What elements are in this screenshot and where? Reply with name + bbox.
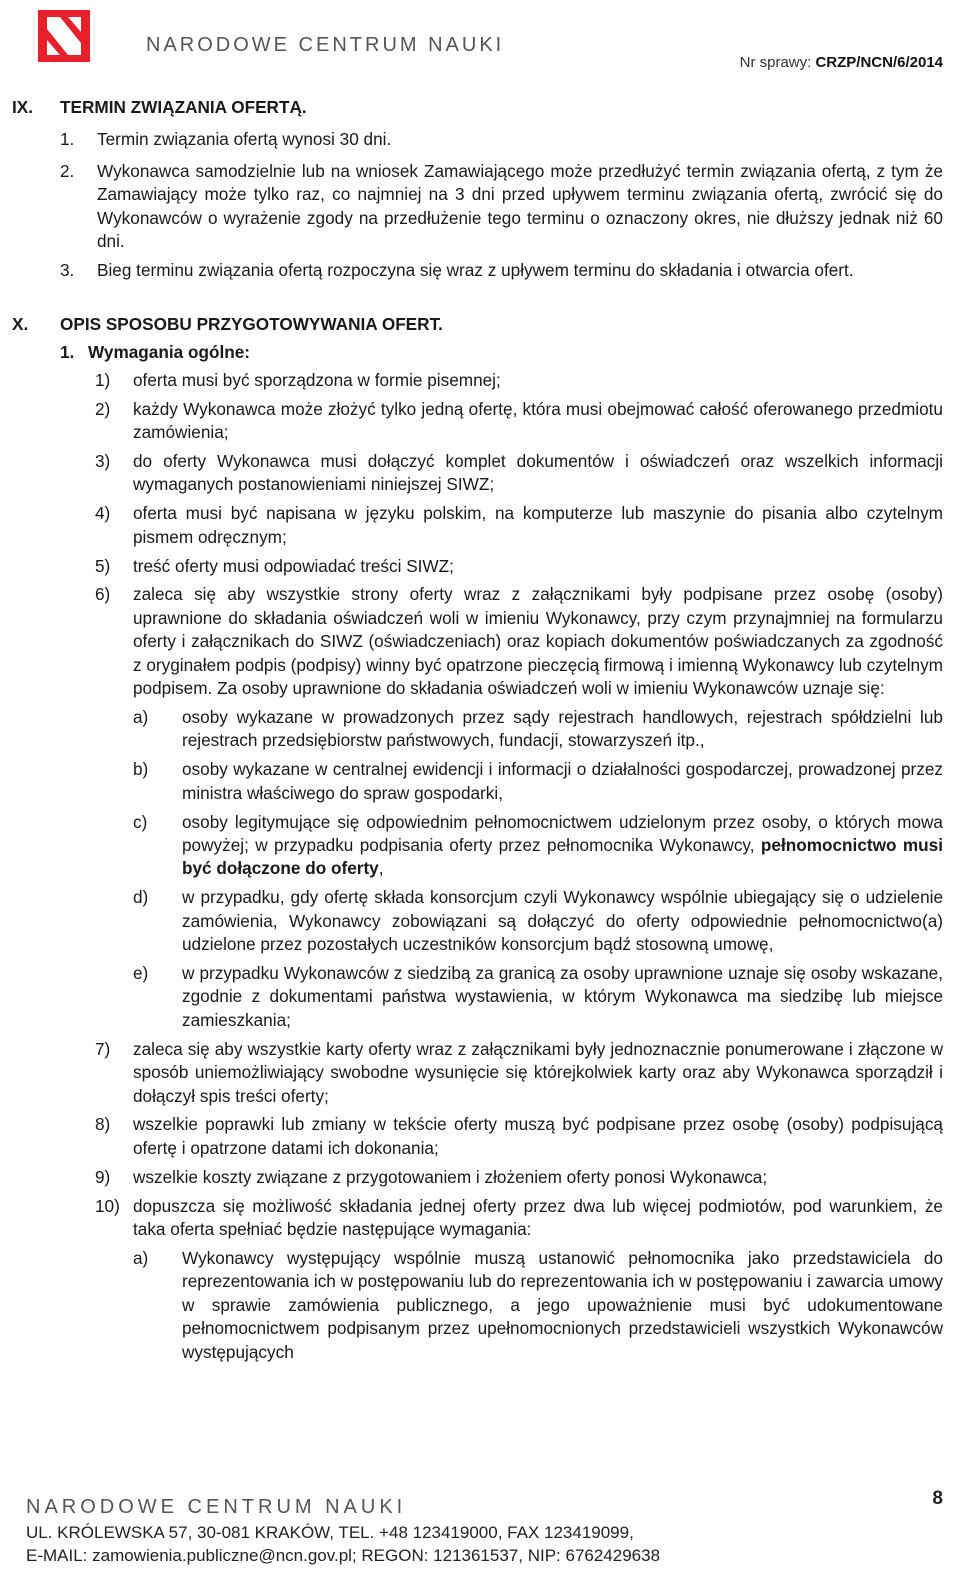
sub-list-item: b) osoby wykazane w centralnej ewidencji i informacji o działalności gospodarczej, prowadzonej przez ministra właściwego do spraw gospodarki, bbox=[133, 759, 943, 803]
list-item: 7) zaleca się aby wszystkie karty oferty wraz z załącznikami były jednoznacznie ponumerowane i złączone w sposób uniemożliwiający swobodne wysunięcie się którejkolwiek karty oraz aby Wykonawca sporządził i dołączył spis treści oferty; bbox=[95, 1038, 943, 1106]
list-item: 9) wszelkie koszty związane z przygotowaniem i złożeniem oferty ponosi Wykonawca; bbox=[95, 1166, 768, 1187]
footer-address: UL. KRÓLEWSKA 57, 30-081 KRAKÓW, TEL. +48 123419000, FAX 123419099, bbox=[26, 1523, 634, 1542]
sub-list-item: a) osoby wykazane w prowadzonych przez sądy rejestrach handlowych, rejestrach spółdzielni lub rejestrach przedsiębiorstw państwowych, fundacji, stowarzyszeń itp., bbox=[133, 706, 943, 751]
sub-list-item: a) Wykonawcy występujący wspólnie muszą ustanowić pełnomocnika jako przedstawiciela do reprezentowania ich w postępowaniu lub do reprezentowania ich w postępowaniu i zawarcia umowy w sprawie zamówienia publicznego, a jego upoważnienie musi być udokumentowane pełnomocnictwem podpisanym przez upełnomocnionych przedstawicieli wszystkich Wykonawców występujących bbox=[133, 1247, 943, 1362]
list-item: 8) wszelkie poprawki lub zmiany w tekście oferty muszą być podpisane przez osobę (osoby) podpisującą ofertę i opatrzone datami ich dokonania; bbox=[95, 1114, 943, 1158]
list-item: 5) treść oferty musi odpowiadać treści SIWZ; bbox=[95, 555, 454, 576]
list-item: 2. Wykonawca samodzielnie lub na wniosek Zamawiającego może przedłużyć termin związania ofertą, z tym że Zamawiający może tylko raz, co najmniej na 3 dni przed upływem terminu związania ofertą, zwrócić się do Wykonawców o wyrażenie zgody na przedłużenie tego terminu o oznaczony okres, nie dłuższy jednak niż 60 dni. bbox=[60, 160, 943, 252]
sub-list-item: c) osoby legitymujące się odpowiednim pełnomocnictwem udzielonym przez osoby, o których mowa powyżej; w przypadku podpisania oferty przez pełnomocnika Wykonawcy, pełnomocnictwo musi być dołączone do oferty, bbox=[133, 811, 943, 879]
sub-list-item: d) w przypadku, gdy ofertę składa konsorcjum czyli Wykonawcy wspólnie ubiegający się o udzielenie zamówienia, Wykonawcy zobowiązani są dołączyć do oferty odpowiednie pełnomocnictwo(a) udzielone przez pozostałych uczestników konsorcjum bądź stosowną umowę, bbox=[133, 887, 943, 955]
footer-org-name: NARODOWE CENTRUM NAUKI bbox=[26, 1496, 407, 1518]
list-item: 1) oferta musi być sporządzona w formie pisemnej; bbox=[95, 369, 501, 390]
subsection-heading: 1. Wymagania ogólne: bbox=[60, 342, 251, 363]
list-item: 6) zaleca się aby wszystkie strony oferty wraz z załącznikami były podpisane przez osobę (osoby) uprawnione do składania oświadczeń woli w imieniu Wykonawcy, przy czym przynajmniej na formularzu oferty i załącznikach do SIWZ (oświadczeniach) oraz kopiach dokumentów poświadczanych za zgodność z oryginałem podpis (podpisy) winny być opatrzone pieczęcią firmową i imienną Wykonawcy lub czytelnym podpisem. Za osoby uprawnione do składania oświadczeń woli w imieniu Wykonawców uznaje się: bbox=[95, 584, 943, 699]
list-item: 10) dopuszcza się możliwość składania jednej oferty przez dwa lub więcej podmiotów, pod warunkiem, że taka oferta spełniać będzie następujące wymagania: bbox=[95, 1195, 943, 1240]
section-heading-ix: IX. TERMIN ZWIĄZANIA OFERTĄ. bbox=[12, 97, 307, 117]
list-item: 4) oferta musi być napisana w języku polskim, na komputerze lub maszynie do pisania albo czytelnym pismem odręcznym; bbox=[95, 503, 943, 547]
section-heading-x: X. OPIS SPOSOBU PRZYGOTOWYWANIA OFERT. bbox=[12, 313, 443, 334]
list-item: 3. Bieg terminu związania ofertą rozpoczyna się wraz z upływem terminu do składania i otwarcia ofert. bbox=[60, 260, 854, 281]
list-item: 3) do oferty Wykonawca musi dołączyć komplet dokumentów i oświadczeń oraz wszelkich informacji wymaganych postanowieniami niniejszej SIWZ; bbox=[95, 450, 943, 495]
page-number: 8 bbox=[932, 1488, 943, 1509]
sub-list-item: e) w przypadku Wykonawców z siedzibą za granicą za osoby uprawnione uznaje się osoby wskazane, zgodnie z dokumentami państwa wystawienia, w którym Wykonawca ma siedzibę lub miejsce zamieszkania; bbox=[133, 963, 943, 1030]
list-item: 1. Termin związania ofertą wynosi 30 dni. bbox=[60, 129, 392, 150]
ncn-logo bbox=[38, 10, 508, 62]
footer-contact: E-MAIL: zamowienia.publiczne@ncn.gov.pl; REGON: 121361537, NIP: 6762429638 bbox=[26, 1546, 661, 1565]
case-number: Nr sprawy: CRZP/NCN/6/2014 bbox=[739, 54, 943, 71]
document-body bbox=[0, 96, 960, 1364]
list-item: 2) każdy Wykonawca może złożyć tylko jedną ofertę, która musi obejmować całość oferowanego przedmiotu zamówienia; bbox=[95, 398, 943, 442]
logo-text: NARODOWE CENTRUM NAUKI bbox=[146, 34, 505, 56]
ncn-logo-icon bbox=[38, 10, 90, 62]
